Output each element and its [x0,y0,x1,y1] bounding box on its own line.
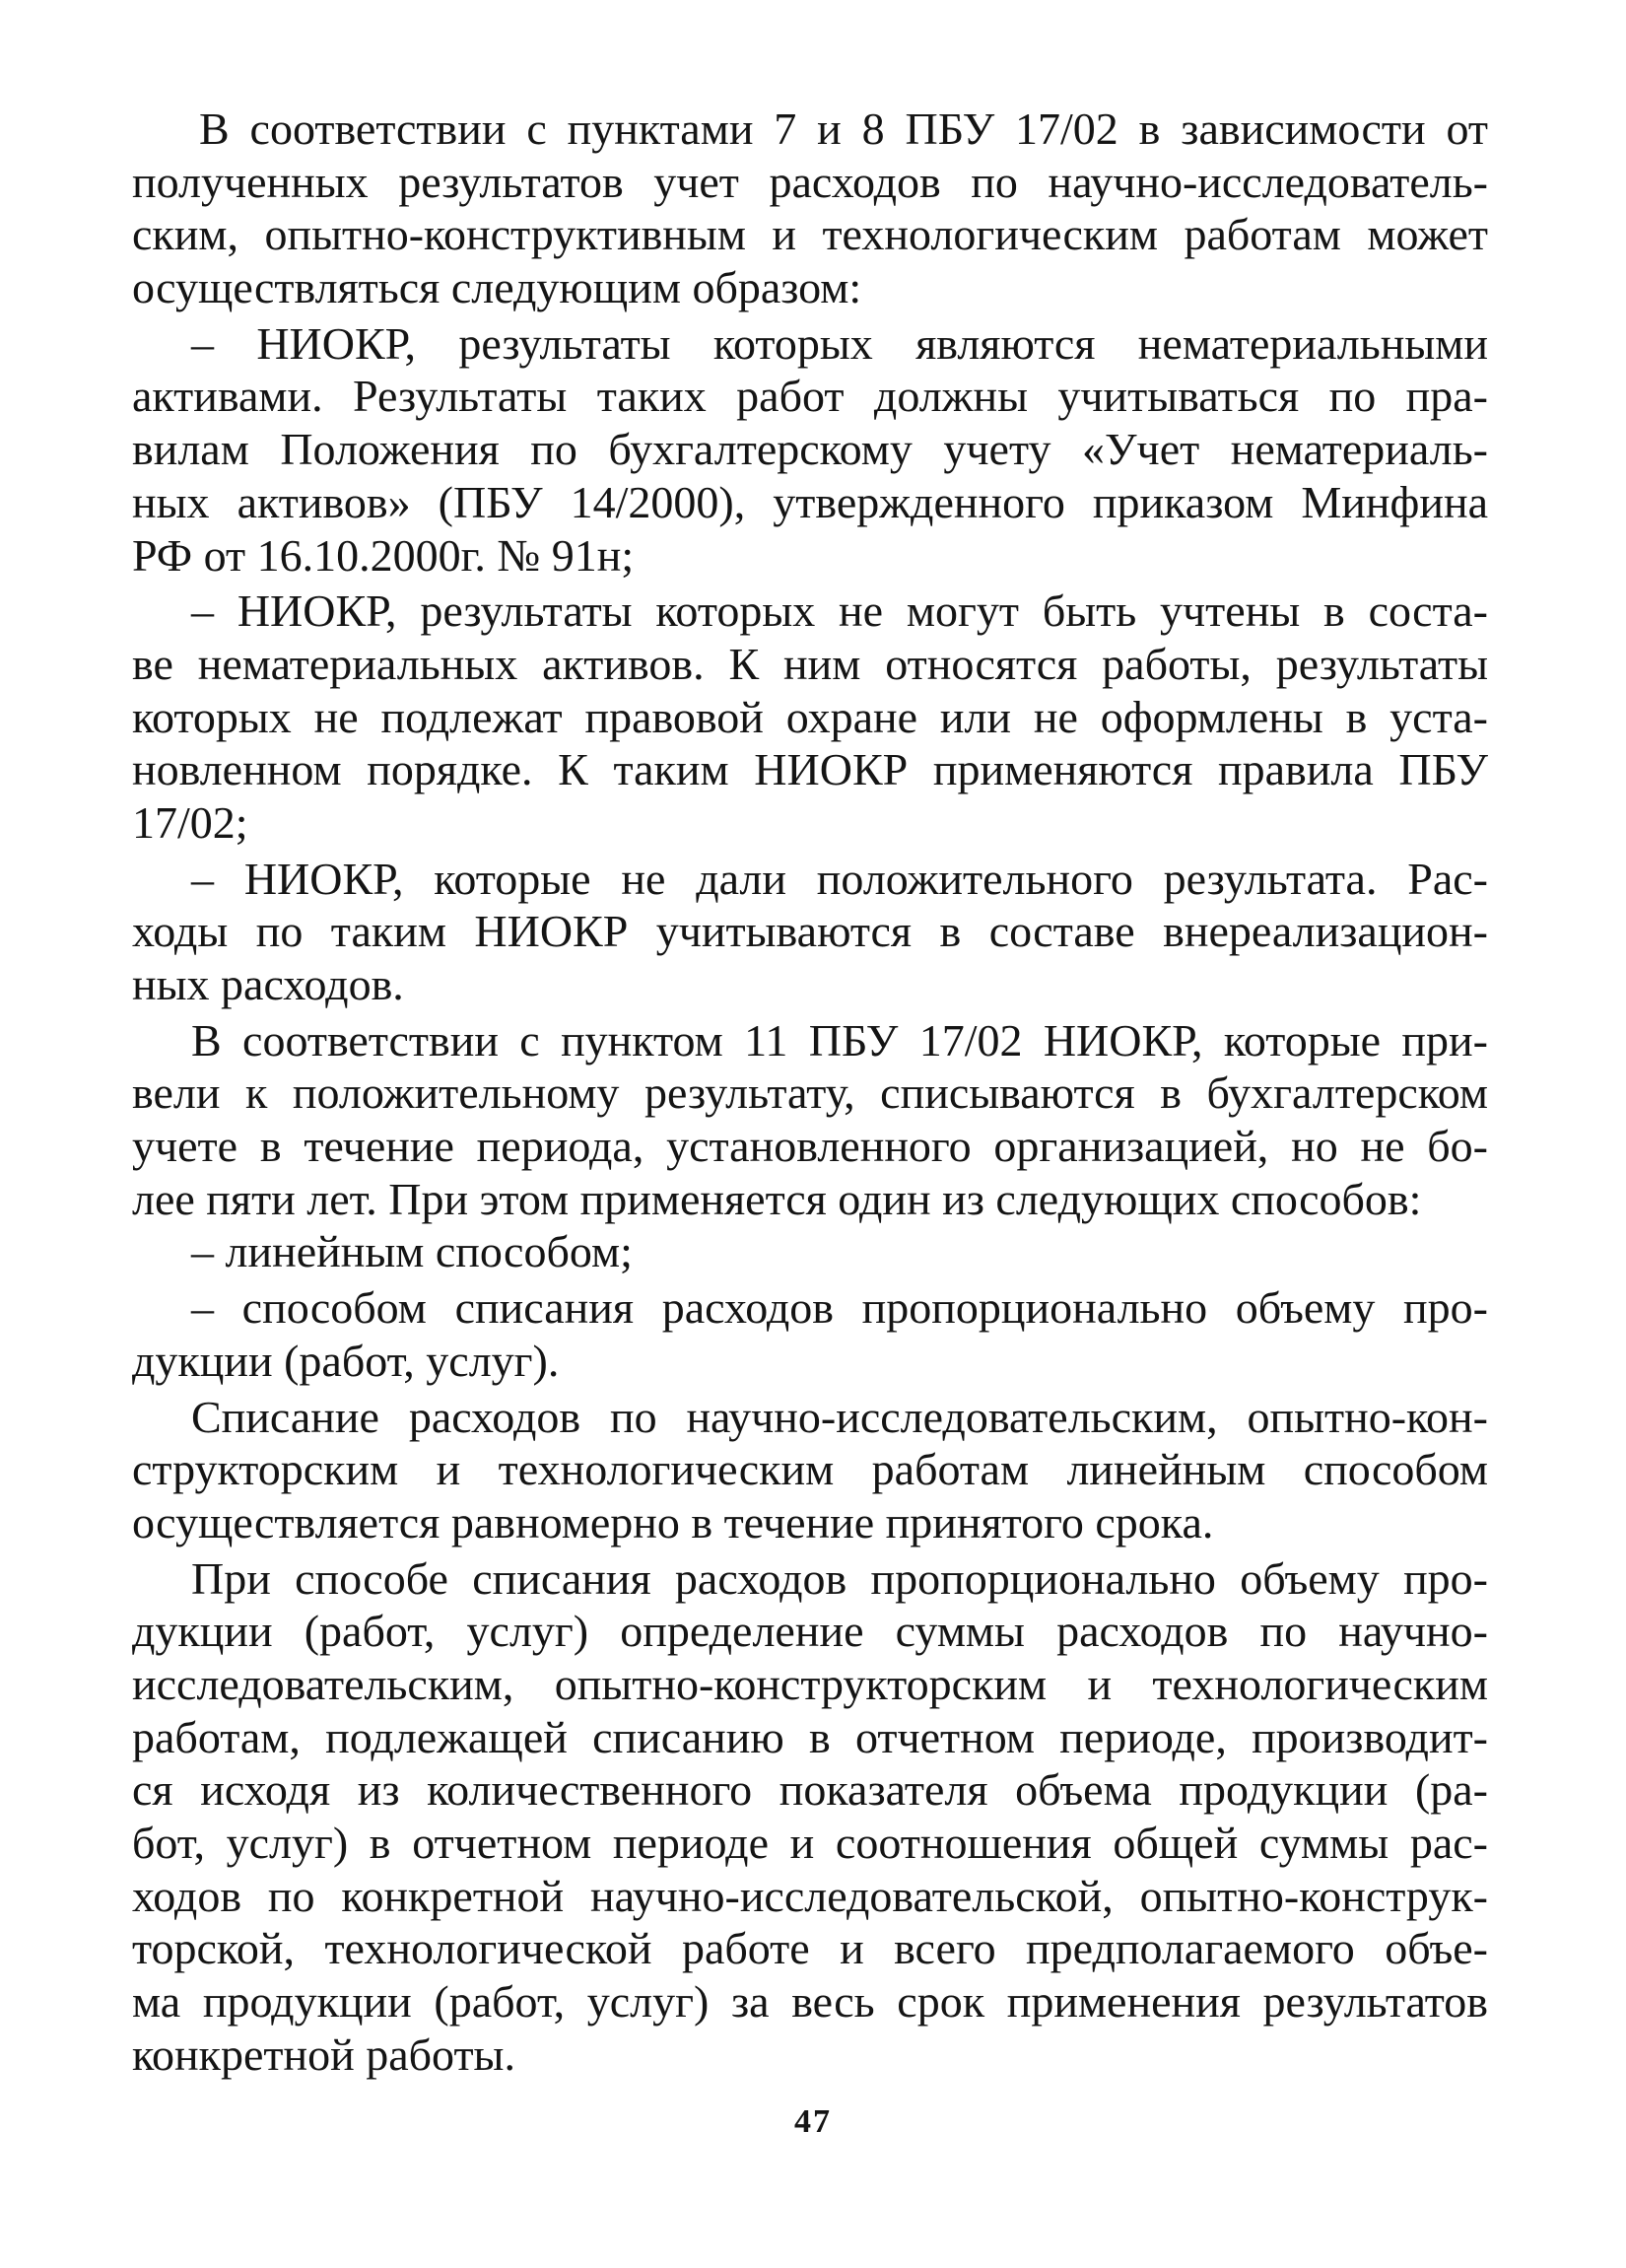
text-line: При способе списания расходов пропорционально объему про- [191,1552,1488,1604]
paragraph [132,317,1488,582]
text-line: – способом списания расходов пропорционально объему про- [191,1282,1488,1334]
text-line: лее пяти лет. При этом применяется один из следующих способов: [132,1173,1422,1224]
text-line: В соответствии с пунктом 11 ПБУ 17/02 НИОКР, которые при- [191,1014,1488,1065]
text-line: осуществляться следующим образом: [132,262,862,313]
text-line: активами. Результаты таких работ должны учитываться по пра- [132,371,1488,422]
text-line: ма продукции (работ, услуг) за весь срок применения результатов [132,1976,1488,2027]
text-line: – линейным способом; [191,1226,633,1277]
text-line: ных активов» (ПБУ 14/2000), утвержденного приказом Минфина [132,476,1488,527]
text-line: ся исходя из количественного показателя объема продукции (ра- [132,1764,1488,1816]
text-line: В соответствии с пунктами 7 и 8 ПБУ 17/02 в зависимости от [199,103,1488,154]
text-line: ским, опытно-конструктивным и технологическим работам может [132,209,1488,260]
paragraph [132,853,1488,1011]
text-line: исследовательским, опытно-конструкторским и технологическим [132,1658,1488,1709]
paragraph [132,1281,1488,1387]
text-line: структорским и технологическим работам линейным способом [132,1444,1488,1495]
body-text [132,103,1488,2081]
text-line: бот, услуг) в отчетном периоде и соотношения общей суммы рас- [132,1818,1488,1868]
text-line: вилам Положения по бухгалтерскому учету «Учет нематериаль- [132,424,1488,475]
text-line: новленном порядке. К таким НИОКР применяются правила ПБУ [132,744,1488,795]
text-line: торской, технологической работе и всего предполагаемого объе- [132,1923,1488,1974]
paragraph [132,1391,1488,1549]
text-line: полученных результатов учет расходов по научно-исследователь- [132,156,1488,207]
text-line: – НИОКР, результаты которых являются нематериальными [191,317,1488,369]
text-line: дукции (работ, услуг). [132,1335,560,1386]
text-line: ве нематериальных активов. К ним относятся работы, результаты [132,638,1488,689]
text-line: ных расходов. [132,959,404,1009]
text-line: конкретной работы. [132,2028,515,2080]
paragraph [132,584,1488,849]
text-line: вели к положительному результату, списываются в бухгалтерском [132,1067,1488,1119]
text-line: 17/02; [132,796,248,848]
text-line: ходы по таким НИОКР учитываются в составе внереализацион- [132,906,1488,957]
page-number: 47 [794,2103,832,2140]
text-line: Списание расходов по научно-исследовательским, опытно-кон- [191,1391,1488,1442]
text-line: РФ от 16.10.2000г. № 91н; [132,529,635,581]
paragraph [132,103,1488,314]
paragraph [132,1014,1488,1226]
text-line: осуществляется равномерно в течение принятого срока. [132,1496,1214,1547]
paragraph [132,1552,1488,2082]
paragraph [132,1225,1488,1278]
text-line: работам, подлежащей списанию в отчетном периоде, производит- [132,1711,1488,1762]
text-line: – НИОКР, которые не дали положительного результата. Рас- [191,853,1488,904]
text-line: которых не подлежат правовой охране или не оформлены в уста- [132,691,1488,742]
text-line: ходов по конкретной научно-исследовательской, опытно-конструк- [132,1870,1488,1921]
text-line: дукции (работ, услуг) определение суммы расходов по научно- [132,1606,1488,1657]
text-line: учете в течение периода, установленного организацией, но не бо- [132,1121,1488,1172]
text-line: – НИОКР, результаты которых не могут быть учтены в соста- [191,585,1488,637]
